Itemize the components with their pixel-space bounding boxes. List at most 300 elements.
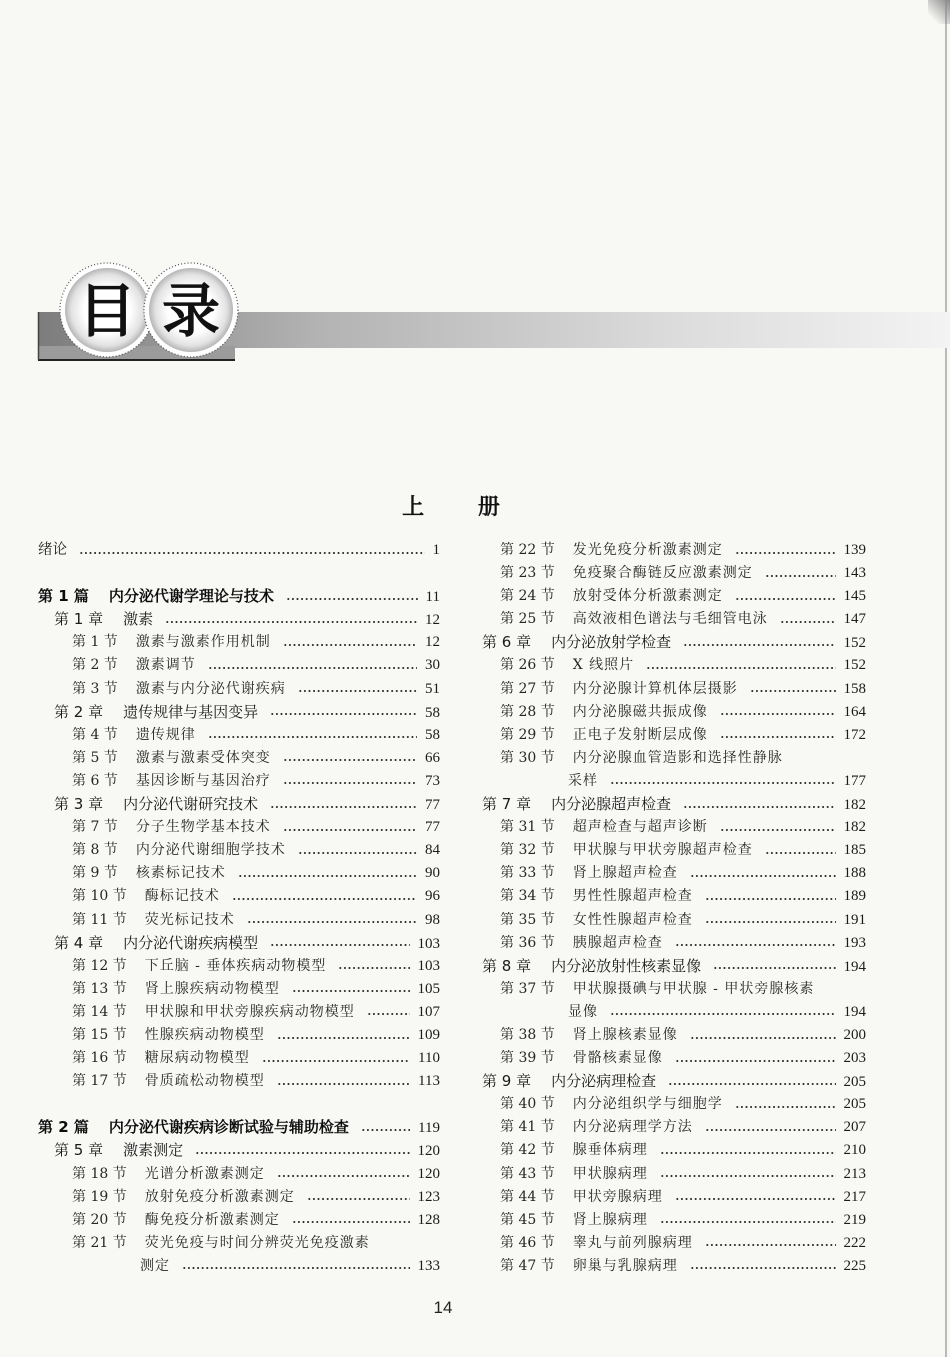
toc-entry-page-number: 194 [843, 1003, 866, 1020]
dot-leader [660, 1174, 836, 1178]
toc-entry-page-number: 128 [417, 1211, 440, 1228]
toc-column-left [38, 539, 440, 1278]
toc-entry-section [38, 955, 440, 978]
scan-corner-shadow [928, 0, 950, 24]
dot-leader [675, 943, 836, 947]
dot-leader [238, 874, 417, 878]
dot-leader [270, 712, 417, 716]
scan-page-edge [945, 0, 947, 1357]
toc-entry-title: 肾上腺疾病动物模型 [144, 980, 280, 997]
toc-entry-section [38, 1001, 440, 1024]
toc-entry-section [466, 885, 866, 908]
toc-entry-title: 甲状腺病理 [572, 1165, 648, 1182]
toc-entry-section [38, 909, 440, 932]
toc-entry-label: 第 27 节 [500, 680, 555, 697]
toc-entry-page-number: 120 [417, 1165, 440, 1182]
toc-entry-page-number: 123 [417, 1188, 440, 1205]
toc-entry-label: 第 6 节 [72, 772, 118, 789]
toc-entry-page-number: 103 [417, 935, 440, 952]
dot-leader [720, 735, 836, 739]
toc-entry-section [38, 1163, 440, 1186]
toc-entry-section [466, 539, 866, 562]
dot-leader [765, 851, 836, 855]
dot-leader [292, 989, 410, 993]
toc-entry-section [38, 654, 440, 677]
toc-entry-section [38, 839, 440, 862]
toc-entry-section [38, 885, 440, 908]
toc-entry-label: 第 39 节 [500, 1050, 555, 1067]
toc-entry-title: 基因诊断与基因治疗 [135, 772, 271, 789]
toc-entry-title: 核素标记技术 [135, 865, 226, 882]
toc-entry-section [466, 978, 866, 1001]
toc-entry-page-number: 193 [843, 934, 866, 951]
toc-entry-label: 第 31 节 [500, 819, 555, 836]
title-circle-mu [60, 263, 154, 357]
toc-entry-section [38, 978, 440, 1001]
toc-entry-page-number: 98 [425, 911, 440, 928]
toc-entry-title: 内分泌代谢疾病模型 [123, 933, 259, 952]
toc-entry-label: 第 4 节 [72, 726, 118, 743]
dot-leader [277, 1174, 410, 1178]
toc-entry-title: 免疫聚合酶链反应激素测定 [572, 565, 753, 582]
toc-entry-label: 第 24 节 [500, 588, 555, 605]
toc-entry-page-number: 210 [843, 1142, 866, 1159]
title-circle-lu [144, 263, 238, 357]
dot-leader [361, 1128, 410, 1132]
dot-leader [367, 1012, 410, 1016]
page-number: 14 [433, 1298, 453, 1317]
toc-entry-label: 第 13 节 [72, 980, 127, 997]
toc-entry-label: 第 30 节 [500, 749, 555, 766]
toc-entry-label: 第 7 章 [482, 795, 532, 814]
toc-entry-page-number: 58 [425, 704, 440, 721]
toc-entry-title: 卵巢与乳腺病理 [572, 1257, 678, 1274]
dot-leader [298, 851, 417, 855]
toc-entry-chapter [38, 793, 440, 816]
toc-entry-label: 第 1 节 [72, 634, 118, 651]
dot-leader [675, 1059, 836, 1063]
dot-leader [277, 1082, 410, 1086]
toc-entry-section [466, 724, 866, 747]
toc-entry-title: 光谱分析激素测定 [144, 1165, 265, 1182]
dot-leader [683, 805, 835, 809]
toc-entry-title: 遗传规律与基因变异 [123, 702, 259, 721]
toc-entry-chapter [38, 701, 440, 724]
toc-entry-page-number: 133 [417, 1257, 440, 1274]
toc-entry-title: 肾上腺核素显像 [572, 1026, 678, 1043]
toc-entry-section [466, 701, 866, 724]
toc-entry-page-number: 73 [425, 772, 440, 789]
toc-entry-title: 甲状腺和甲状旁腺疾病动物模型 [144, 1003, 355, 1020]
toc-entry-cont [466, 770, 866, 793]
toc-entry-label: 第 2 节 [72, 657, 118, 674]
toc-entry-title: 采样 [568, 772, 598, 789]
toc-entry-label: 第 9 节 [72, 865, 118, 882]
toc-entry-title: 甲状腺摄碘与甲状腺 - 甲状旁腺核素 [572, 980, 815, 997]
toc-entry-page-number: 145 [843, 588, 866, 605]
toc-entry-chapter [38, 932, 440, 955]
toc-entry-section [466, 608, 866, 631]
dot-leader [182, 1266, 410, 1270]
toc-entry-page-number: 105 [417, 980, 440, 997]
toc-entry-section [466, 747, 866, 770]
toc-entry-label: 第 37 节 [500, 980, 555, 997]
toc-entry-label: 第 4 章 [54, 933, 104, 952]
toc-entry-label: 第 20 节 [72, 1211, 127, 1228]
dot-leader [750, 689, 836, 693]
toc-entry-page-number: 30 [425, 657, 440, 674]
toc-entry-cont [466, 1001, 866, 1024]
toc-entry-section [38, 724, 440, 747]
toc-entry-label: 第 1 篇 [38, 587, 89, 606]
toc-entry-chapter [466, 631, 866, 654]
toc-entry-section [38, 678, 440, 701]
toc-entry-section [466, 816, 866, 839]
toc-entry-chapter [466, 793, 866, 816]
dot-leader [262, 1059, 410, 1063]
toc-entry-page-number: 213 [843, 1165, 866, 1182]
toc-entry-title: 内分泌放射性核素显像 [551, 956, 702, 975]
toc-entry-title: 内分泌代谢学理论与技术 [108, 587, 274, 606]
toc-entry-page-number: 84 [425, 842, 440, 859]
toc-entry-page-number: 120 [417, 1143, 440, 1160]
toc-entry-section [466, 678, 866, 701]
dot-leader [780, 620, 836, 624]
toc-entry-page-number: 205 [843, 1074, 866, 1091]
dot-leader [292, 1220, 410, 1224]
dot-leader [720, 828, 836, 832]
toc-entry-title: 酶免疫分析激素测定 [144, 1211, 280, 1228]
dot-leader [735, 551, 836, 555]
toc-entry-section [466, 909, 866, 932]
toc-entry-page-number: 119 [418, 1120, 440, 1137]
toc-entry-part [38, 1116, 440, 1139]
dot-leader [705, 920, 836, 924]
toc-entry-label: 第 18 节 [72, 1165, 127, 1182]
toc-entry-title: 男性性腺超声检查 [572, 888, 693, 905]
dot-leader [675, 1197, 836, 1201]
toc-entry-page-number: 96 [425, 888, 440, 905]
toc-entry-page-number: 203 [843, 1050, 866, 1067]
toc-entry-section [38, 1070, 440, 1093]
toc-entry-title: 女性性腺超声检查 [572, 911, 693, 928]
toc-entry-page-number: 177 [843, 772, 866, 789]
dot-leader [705, 897, 836, 901]
toc-entry-title: 遗传规律 [135, 726, 196, 743]
dot-leader [247, 920, 417, 924]
toc-entry-title: 测定 [140, 1257, 170, 1274]
dot-leader [765, 574, 836, 578]
toc-entry-section [466, 1093, 866, 1116]
toc-entry-page-number: 139 [843, 542, 866, 558]
toc-entry-page-number: 58 [425, 726, 440, 743]
toc-entry-section [38, 1024, 440, 1047]
toc-entry-label: 第 40 节 [500, 1096, 555, 1113]
toc-entry-label: 第 5 节 [72, 749, 118, 766]
volume-title: 上 册 [402, 494, 500, 520]
toc-entry-label: 第 19 节 [72, 1188, 127, 1205]
toc-entry-section [466, 1139, 866, 1162]
toc-entry-section [466, 1186, 866, 1209]
toc-entry-section [466, 1116, 866, 1139]
dot-leader [660, 1151, 836, 1155]
toc-entry-title: 肾上腺病理 [572, 1211, 648, 1228]
toc-group [38, 585, 440, 1093]
dot-leader [735, 597, 836, 601]
toc-entry-chapter [466, 955, 866, 978]
toc-entry-cont [38, 1255, 440, 1278]
toc-entry-title: 甲状腺与甲状旁腺超声检查 [572, 842, 753, 859]
toc-entry-page-number: 191 [843, 911, 866, 928]
dot-leader [208, 735, 417, 739]
toc-entry-title: 分子生物学基本技术 [135, 819, 271, 836]
toc-entry-title: 下丘脑 - 垂体疾病动物模型 [144, 957, 327, 974]
toc-entry-page-number: 222 [843, 1234, 866, 1251]
toc-entry-title: 内分泌腺计算机体层摄影 [572, 680, 738, 697]
toc-entry-title: 骨质疏松动物模型 [144, 1073, 265, 1090]
dot-leader [283, 781, 417, 785]
toc-entry-title: 内分泌腺磁共振成像 [572, 703, 708, 720]
dot-leader [610, 1012, 836, 1016]
toc-entry-page-number: 219 [843, 1211, 866, 1228]
dot-leader [713, 966, 835, 970]
toc-entry-label: 第 3 章 [54, 795, 104, 814]
toc-entry-page-number: 51 [425, 680, 440, 697]
toc-entry-label: 第 8 章 [482, 956, 532, 975]
toc-entry-label: 第 25 节 [500, 611, 555, 628]
toc-entry-chapter [38, 608, 440, 631]
toc-entry-label: 第 14 节 [72, 1003, 127, 1020]
toc-entry-title: 放射受体分析激素测定 [572, 588, 723, 605]
toc-entry-title: 腺垂体病理 [572, 1142, 648, 1159]
toc-entry-label: 第 33 节 [500, 865, 555, 882]
dot-leader [270, 805, 417, 809]
dot-leader [705, 1128, 836, 1132]
toc-entry-title: 甲状旁腺病理 [572, 1188, 663, 1205]
title-char-lu: 录 [161, 277, 221, 345]
toc-entry-label: 第 26 节 [500, 657, 555, 674]
toc-entry-title: 激素与激素受体突变 [135, 749, 271, 766]
toc-entry-label: 第 11 节 [72, 911, 127, 928]
toc-entry-page-number: 152 [843, 657, 866, 674]
dot-leader [705, 1243, 836, 1247]
dot-leader [270, 943, 409, 947]
toc-entry-page-number: 12 [425, 612, 440, 629]
toc-entry-title: 激素与激素作用机制 [135, 634, 271, 651]
toc-entry-page-number: 90 [425, 865, 440, 882]
toc-entry-label: 第 29 节 [500, 726, 555, 743]
toc-entry-title: 放射免疫分析激素测定 [144, 1188, 295, 1205]
toc-entry-label: 第 38 节 [500, 1026, 555, 1043]
toc-entry-page-number: 207 [843, 1119, 866, 1136]
dot-leader [610, 781, 836, 785]
toc-entry-title: 胰腺超声检查 [572, 934, 663, 951]
toc-entry-page-number: 158 [843, 680, 866, 697]
dot-leader [690, 1266, 836, 1270]
toc-entry-page-number: 113 [418, 1073, 440, 1090]
toc-entry-title: 睾丸与前列腺病理 [572, 1234, 693, 1251]
toc-entry-label: 第 5 章 [54, 1141, 104, 1160]
toc-entry-page-number: 182 [843, 797, 866, 814]
toc-entry-page-number: 77 [425, 797, 440, 814]
toc-entry-section [466, 1255, 866, 1278]
toc-entry-label: 第 46 节 [500, 1234, 555, 1251]
toc-entry-intro [38, 539, 440, 562]
toc-entry-section [38, 1209, 440, 1232]
toc-entry-label: 第 43 节 [500, 1165, 555, 1182]
toc-entry-section [466, 862, 866, 885]
dot-leader [660, 1220, 836, 1224]
toc-entry-title: 绪论 [38, 542, 67, 558]
dot-leader [683, 643, 835, 647]
dot-leader [307, 1197, 410, 1201]
toc-entry-label: 第 22 节 [500, 542, 555, 558]
toc-entry-label: 第 44 节 [500, 1188, 555, 1205]
toc-entry-section [38, 1047, 440, 1070]
toc-entry-title: 内分泌代谢疾病诊断试验与辅助检查 [108, 1118, 349, 1137]
toc-entry-title: 内分泌代谢细胞学技术 [135, 842, 286, 859]
toc-entry-page-number: 182 [843, 819, 866, 836]
toc-entry-chapter [466, 1070, 866, 1093]
toc-entry-title: 发光免疫分析激素测定 [572, 542, 723, 558]
toc-entry-label: 第 2 篇 [38, 1118, 89, 1137]
toc-entry-page-number: 185 [843, 842, 866, 859]
dot-leader [165, 620, 417, 624]
toc-entry-section [466, 1024, 866, 1047]
toc-entry-title: 超声检查与超声诊断 [572, 819, 708, 836]
dot-leader [298, 689, 417, 693]
toc-entry-page-number: 164 [843, 703, 866, 720]
toc-entry-title: 显像 [568, 1003, 598, 1020]
toc-group [466, 539, 866, 1278]
dot-leader [690, 874, 836, 878]
toc-entry-page-number: 200 [843, 1026, 866, 1043]
toc-entry-page-number: 12 [425, 634, 440, 651]
toc-entry-page-number: 225 [843, 1257, 866, 1274]
toc-entry-title: 荧光标记技术 [144, 911, 235, 928]
toc-entry-page-number: 103 [417, 957, 440, 974]
dot-leader [232, 897, 417, 901]
title-char-mu: 目 [77, 277, 137, 345]
dot-leader [283, 828, 417, 832]
toc-entry-label: 第 23 节 [500, 565, 555, 582]
toc-entry-title: 激素测定 [123, 1141, 184, 1160]
toc-entry-page-number: 77 [425, 819, 440, 836]
toc-entry-section [38, 1186, 440, 1209]
toc-entry-title: 内分泌病理检查 [551, 1072, 657, 1091]
dot-leader [195, 1151, 409, 1155]
toc-entry-label: 第 15 节 [72, 1026, 127, 1043]
toc-entry-section [38, 816, 440, 839]
dot-leader [286, 597, 418, 601]
toc-entry-label: 第 35 节 [500, 911, 555, 928]
toc-entry-page-number: 188 [843, 865, 866, 882]
toc-entry-chapter [38, 1139, 440, 1162]
toc-entry-title: 激素调节 [135, 657, 196, 674]
toc-entry-title: 内分泌代谢研究技术 [123, 795, 259, 814]
toc-group [38, 539, 440, 562]
toc-entry-label: 第 10 节 [72, 888, 127, 905]
toc-entry-title: 高效液相色谱法与毛细管电泳 [572, 611, 768, 628]
toc-entry-label: 第 8 节 [72, 842, 118, 859]
toc-entry-label: 第 32 节 [500, 842, 555, 859]
toc-entry-section [466, 562, 866, 585]
toc-entry-label: 第 34 节 [500, 888, 555, 905]
dot-leader [79, 551, 425, 555]
toc-entry-section [466, 932, 866, 955]
toc-entry-section [38, 862, 440, 885]
toc-entry-section [466, 654, 866, 677]
toc-entry-label: 第 21 节 [72, 1234, 127, 1251]
toc-entry-page-number: 1 [432, 542, 440, 558]
toc-entry-label: 第 45 节 [500, 1211, 555, 1228]
toc-entry-section [466, 1232, 866, 1255]
toc-entry-label: 第 36 节 [500, 934, 555, 951]
toc-entry-page-number: 66 [425, 749, 440, 766]
dot-leader [283, 643, 417, 647]
dot-leader [690, 1036, 836, 1040]
toc-entry-title: 内分泌腺超声检查 [551, 795, 672, 814]
toc-entry-section [38, 770, 440, 793]
toc-entry-title: 性腺疾病动物模型 [144, 1026, 265, 1043]
toc-entry-label: 第 28 节 [500, 703, 555, 720]
toc-entry-page-number: 143 [843, 565, 866, 582]
dot-leader [277, 1036, 410, 1040]
toc-entry-page-number: 217 [843, 1188, 866, 1205]
toc-entry-label: 第 2 章 [54, 702, 104, 721]
toc-entry-section [38, 747, 440, 770]
toc-entry-page-number: 110 [418, 1050, 440, 1067]
toc-entry-label: 第 6 章 [482, 633, 532, 652]
dot-leader [735, 1105, 836, 1109]
toc-entry-title: 内分泌病理学方法 [572, 1119, 693, 1136]
toc-entry-section [466, 585, 866, 608]
toc-entry-label: 第 41 节 [500, 1119, 555, 1136]
toc-entry-page-number: 152 [843, 635, 866, 652]
toc-entry-title: 糖尿病动物模型 [144, 1050, 250, 1067]
toc-entry-section [466, 839, 866, 862]
dot-leader [283, 758, 417, 762]
toc-entry-label: 第 12 节 [72, 957, 127, 974]
dot-leader [720, 712, 836, 716]
toc-entry-title: 骨骼核素显像 [572, 1050, 663, 1067]
toc-entry-label: 第 1 章 [54, 610, 104, 629]
toc-entry-label: 第 17 节 [72, 1073, 127, 1090]
dot-leader [668, 1082, 835, 1086]
contents-header-banner [0, 250, 950, 370]
toc-entry-section [466, 1209, 866, 1232]
toc-entry-title: 酶标记技术 [144, 888, 220, 905]
toc-entry-title: 肾上腺超声检查 [572, 865, 678, 882]
toc-entry-title: 内分泌组织学与细胞学 [572, 1096, 723, 1113]
toc-entry-label: 第 3 节 [72, 680, 118, 697]
toc-entry-page-number: 205 [843, 1096, 866, 1113]
toc-entry-page-number: 109 [417, 1026, 440, 1043]
dot-leader [646, 666, 835, 670]
toc-entry-page-number: 11 [425, 589, 440, 606]
toc-entry-title: 内分泌腺血管造影和选择性静脉 [572, 749, 783, 766]
toc-entry-title: 激素与内分泌代谢疾病 [135, 680, 286, 697]
toc-entry-label: 第 42 节 [500, 1142, 555, 1159]
toc-entry-section [38, 1232, 440, 1255]
toc-entry-title: X 线照片 [572, 657, 635, 674]
toc-entry-page-number: 194 [843, 958, 866, 975]
toc-entry-section [38, 631, 440, 654]
toc-entry-label: 第 16 节 [72, 1050, 127, 1067]
toc-group [38, 1116, 440, 1278]
toc-entry-page-number: 189 [843, 888, 866, 905]
toc-entry-title: 荧光免疫与时间分辨荧光免疫激素 [144, 1234, 370, 1251]
